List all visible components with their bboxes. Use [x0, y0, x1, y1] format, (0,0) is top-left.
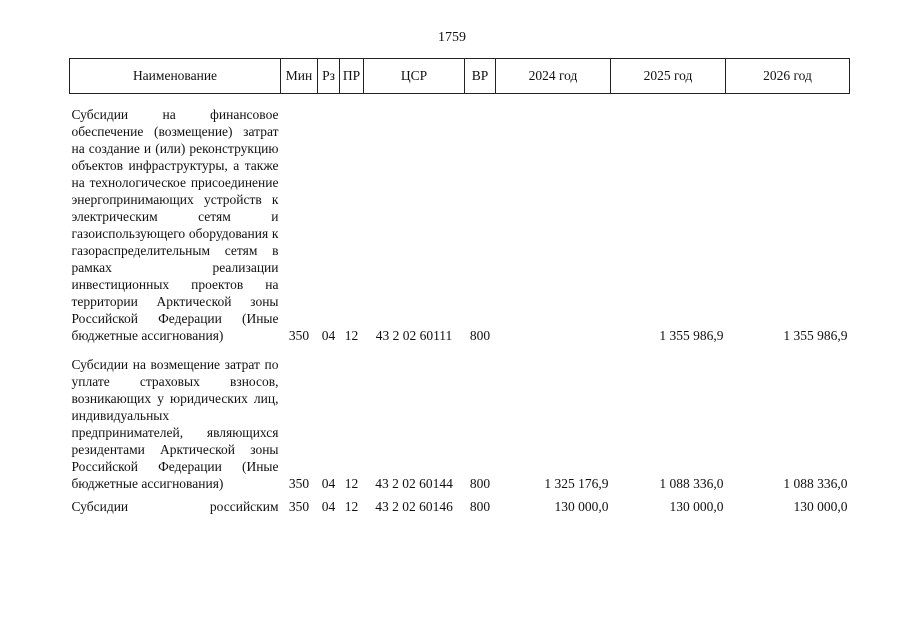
row-2026: 1 355 986,9 [783, 328, 848, 343]
header-pr: ПР [340, 59, 364, 94]
budget-table [69, 58, 850, 515]
row-2024: 130 000,0 [554, 499, 609, 514]
row-pr: 12 [344, 476, 359, 491]
page-number: 1759 [438, 30, 466, 45]
row-2024 [496, 100, 611, 344]
header-rz: Рз [318, 59, 340, 94]
row-csr: 43 2 02 60144 [375, 476, 453, 491]
row-rz: 04 [321, 328, 336, 343]
row-name: Субсидии российским [71, 499, 279, 514]
header-vr: ВР [465, 59, 496, 94]
header-2024: 2024 год [496, 59, 611, 94]
table-row [70, 498, 850, 515]
row-vr: 800 [469, 499, 491, 514]
row-2026: 1 088 336,0 [783, 476, 848, 491]
row-name: Субсидии на финансовое обеспечение (возмещение) затрат на создание и (или) реконструкцию объектов инфраструктуры, а также на технологическое присоединение энергопринимающих устройств к электрическим сетям и газоиспользующего оборудования к газораспределительным сетям в рамках реализации инвестиционных проектов на территории Арктической зоны Российской Федерации (Иные бюджетные ассигнования) [71, 107, 279, 343]
row-2024: 1 325 176,9 [544, 476, 609, 491]
row-min: 350 [288, 476, 310, 491]
row-vr: 800 [469, 476, 491, 491]
header-name: Наименование [70, 59, 281, 94]
table-row [70, 100, 850, 344]
row-vr: 800 [469, 328, 491, 343]
row-rz: 04 [321, 499, 336, 514]
row-2025: 130 000,0 [669, 499, 724, 514]
header-csr: ЦСР [364, 59, 465, 94]
row-2025: 1 088 336,0 [659, 476, 724, 491]
row-csr: 43 2 02 60111 [375, 328, 453, 343]
row-name: Субсидии на возмещение затрат по уплате страховых взносов, возникающих у юридических лиц, индивидуальных предпринимателей, являющихся резидентами Арктической зоны Российской Федерации (Иные бюджетные ассигнования) [71, 357, 279, 491]
row-csr: 43 2 02 60146 [375, 499, 453, 514]
row-min: 350 [288, 499, 310, 514]
table-row [70, 350, 850, 492]
row-2026: 130 000,0 [793, 499, 848, 514]
row-pr: 12 [344, 499, 359, 514]
row-2025: 1 355 986,9 [659, 328, 724, 343]
row-rz: 04 [321, 476, 336, 491]
table-header-row [70, 59, 850, 94]
header-2025: 2025 год [611, 59, 726, 94]
header-2026: 2026 год [726, 59, 850, 94]
row-min: 350 [288, 328, 310, 343]
header-min: Мин [281, 59, 318, 94]
row-pr: 12 [344, 328, 359, 343]
